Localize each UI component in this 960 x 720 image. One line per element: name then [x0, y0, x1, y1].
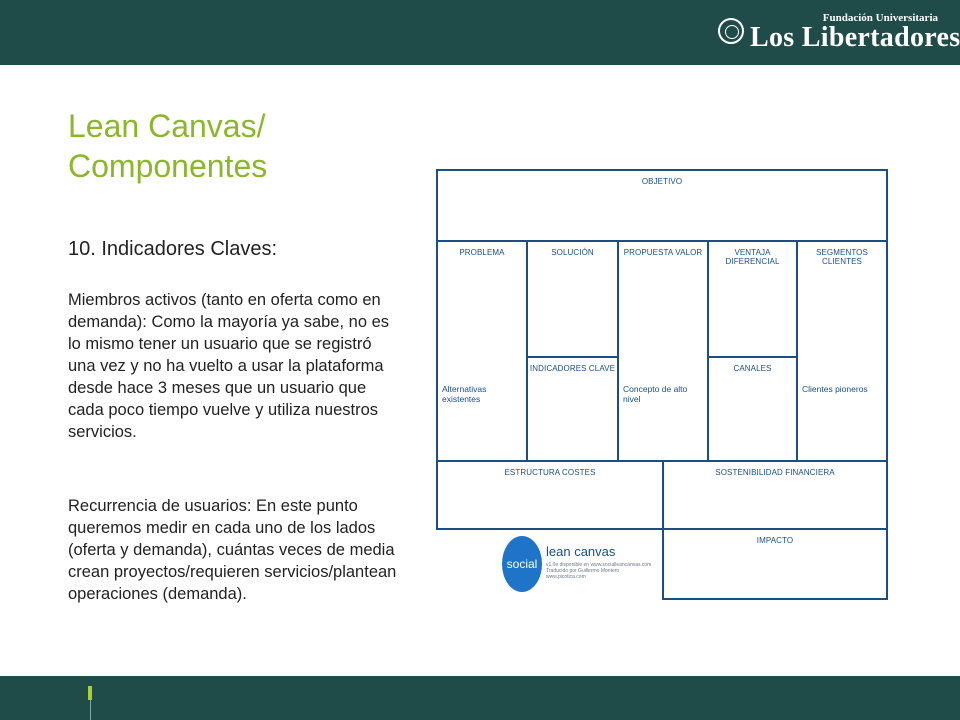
paragraph-active-members: Miembros activos (tanto en oferta como en demanda): Como la mayoría ya sabe, no es lo mismo tener un usuario que se registró una vez y no ha vuelto a usar la plataforma desde hace 3 meses que un usuario que cada poco tiempo vuelve y utiliza nuestros servicios.	[68, 291, 390, 441]
canvas-box-segmentos	[796, 240, 888, 462]
canvas-sub-segmentos: Clientes pioneros	[802, 384, 868, 394]
canvas-box-impacto	[662, 528, 888, 600]
section-subtitle: 10. Indicadores Claves:	[68, 238, 278, 260]
canvas-label-impacto: IMPACTO	[756, 536, 794, 545]
logo-small-text: Fundación Universitaria	[822, 12, 938, 24]
canvas-box-problema	[436, 240, 528, 462]
canvas-label-sostenibilidad: SOSTENIBILIDAD FINANCIERA	[715, 468, 835, 477]
canvas-box-indicadores	[526, 356, 619, 462]
canvas-box-ventaja	[707, 240, 798, 358]
brand-credit-line3: www.picotica.com	[546, 574, 586, 580]
canvas-label-indicadores: INDICADORES CLAVE	[529, 364, 616, 373]
university-seal-icon	[718, 18, 744, 44]
logo-name: Los Libertadores	[750, 22, 960, 53]
canvas-box-sostenibilidad	[662, 460, 888, 530]
brand-credit-line1: v1.0e disponible en www.socialleancanvas.com	[546, 562, 652, 568]
canvas-label-solucion: SOLUCIÓN	[551, 248, 594, 257]
canvas-label-canales: CANALES	[733, 364, 772, 373]
slide-title-line2: Componentes	[68, 148, 268, 184]
brand-name: lean canvas	[546, 544, 616, 559]
canvas-label-propuesta: PROPUESTA VALOR	[623, 248, 703, 257]
footer-accent-line	[90, 700, 91, 720]
slide-title-line1: Lean Canvas/	[68, 108, 266, 144]
lean-canvas-diagram	[426, 148, 904, 616]
canvas-box-propuesta	[617, 240, 709, 462]
canvas-label-ventaja: VENTAJA DIFERENCIAL	[725, 248, 780, 266]
canvas-box-costes	[436, 460, 664, 530]
canvas-sub-problema: Alternativas existentes	[442, 384, 487, 404]
canvas-label-problema: PROBLEMA	[459, 248, 505, 257]
canvas-box-objetivo	[436, 169, 888, 242]
paragraph-user-recurrence: Recurrencia de usuarios: En este punto queremos medir en cada uno de los lados (oferta y demanda), cuántas veces de media crean proyectos/requieren servicios/plantean operaciones (demanda).	[68, 497, 397, 603]
canvas-sub-propuesta: Concepto de alto nivel	[623, 384, 688, 404]
canvas-label-costes: ESTRUCTURA COSTES	[504, 468, 596, 477]
header-bar	[0, 0, 960, 65]
canvas-label-objetivo: OBJETIVO	[641, 177, 683, 186]
canvas-box-solucion	[526, 240, 619, 358]
canvas-label-segmentos: SEGMENTOS CLIENTES	[816, 248, 868, 266]
brand-circle: social	[502, 536, 542, 592]
footer-bar	[0, 676, 960, 720]
slide-title	[68, 106, 267, 186]
footer-accent-mark	[88, 686, 92, 700]
brand-credit	[546, 562, 651, 580]
canvas-box-canales	[707, 356, 798, 462]
brand-credit-line2: Traducido por Guillermo Montero	[546, 568, 620, 574]
university-logo[interactable]	[718, 12, 960, 54]
social-lean-canvas-brand	[502, 534, 662, 594]
